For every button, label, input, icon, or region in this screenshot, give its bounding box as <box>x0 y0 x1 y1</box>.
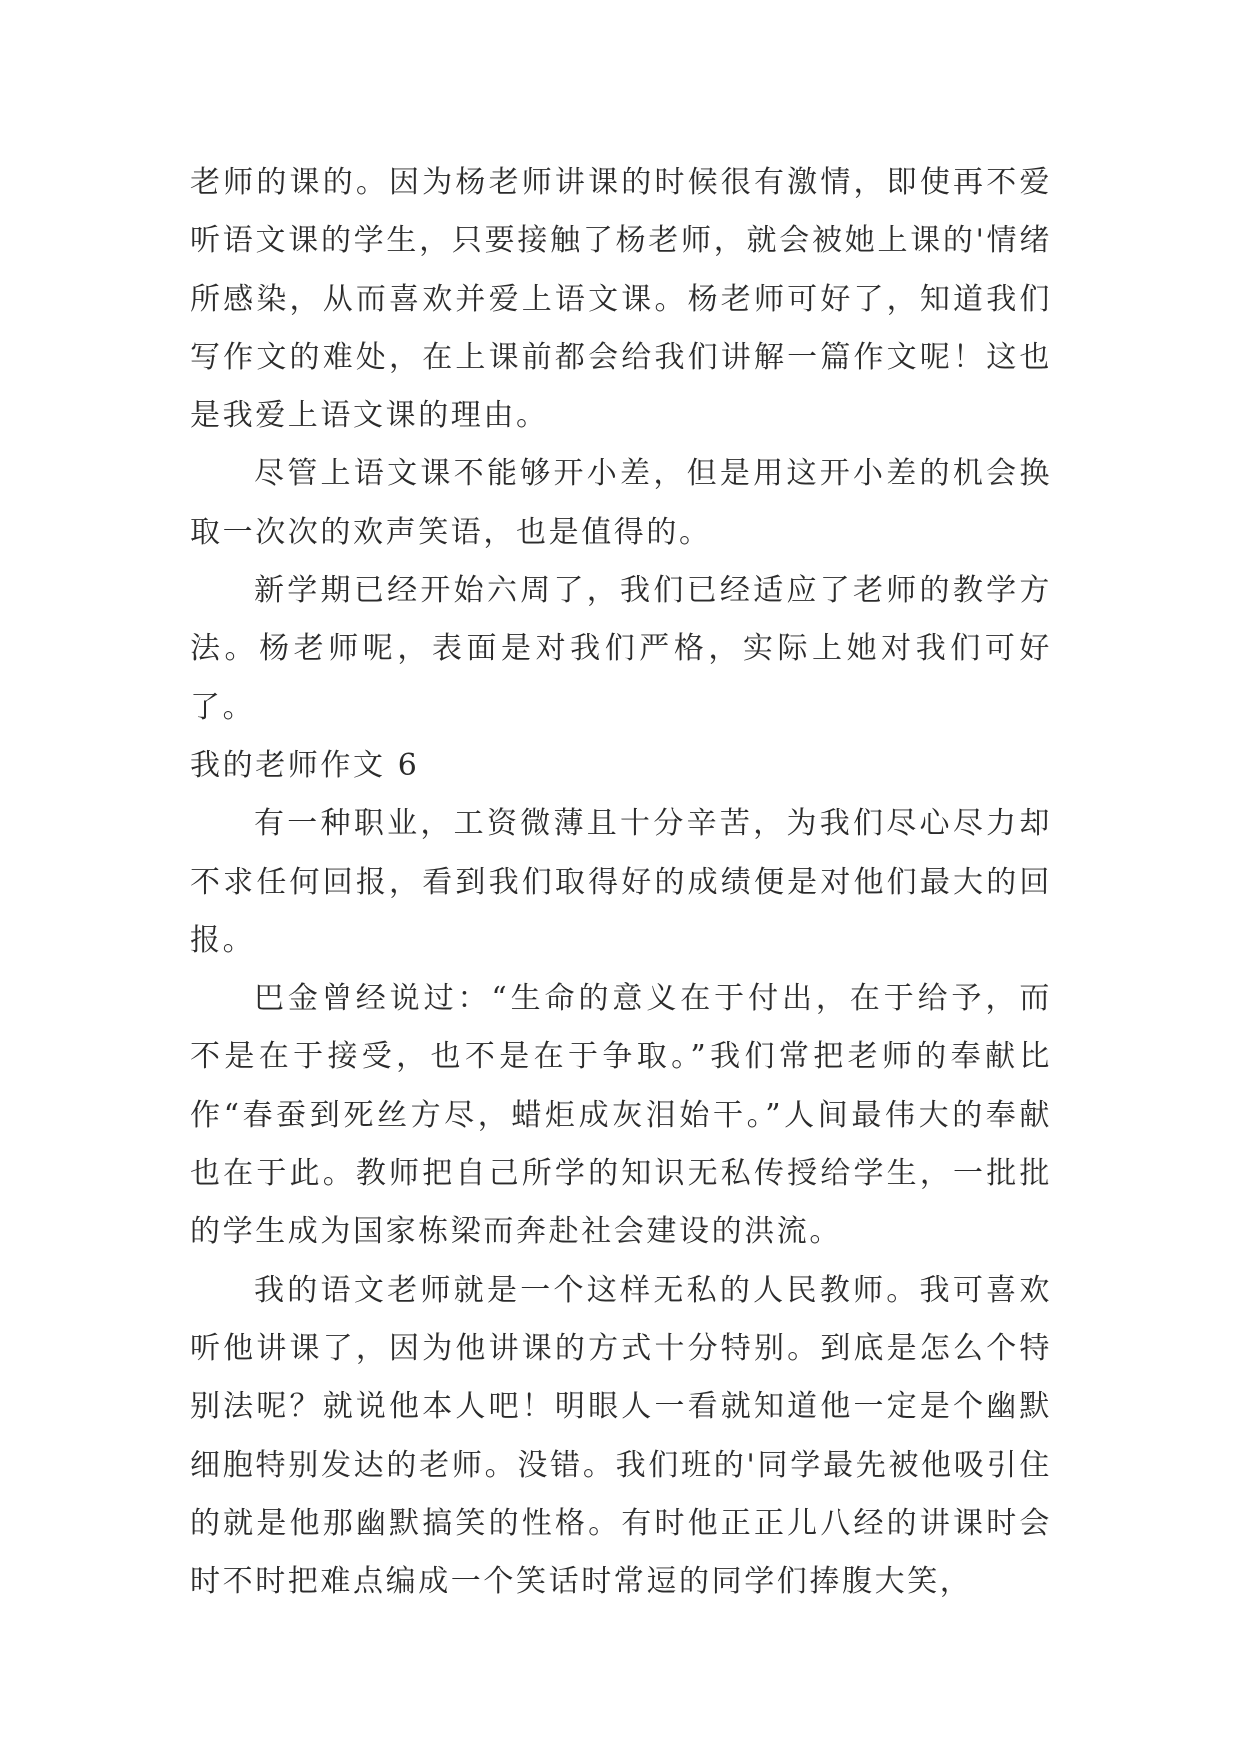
paragraph: 尽管上语文课不能够开小差，但是用这开小差的机会换取一次次的欢声笑语，也是值得的。 <box>190 456 1052 550</box>
document-body <box>190 154 1052 1611</box>
paragraph: 巴金曾经说过：“生命的意义在于付出，在于给予，而不是在于接受，也不是在于争取。”我们常把老师的奉献比作“春蚕到死丝方尽，蜡炬成灰泪始干。”人间最伟大的奉献也在于此。教师把自己所学的知识无私传授给学生，一批批的学生成为国家栋梁而奔赴社会建设的洪流。 <box>190 981 1052 1250</box>
section-heading: 我的老师作文 6 <box>190 747 420 783</box>
paragraph: 我的语文老师就是一个这样无私的人民教师。我可喜欢听他讲课了，因为他讲课的方式十分特别。到底是怎么个特别法呢？就说他本人吧！明眼人一看就知道他一定是个幽默细胞特别发达的老师。没错。我们班的'同学最先被他吸引住的就是他那幽默搞笑的性格。有时他正正儿八经的讲课时会时不时把难点编成一个笑话时常逗的同学们捧腹大笑， <box>190 1272 1052 1600</box>
paragraph: 新学期已经开始六周了，我们已经适应了老师的教学方法。杨老师呢，表面是对我们严格，实际上她对我们可好了。 <box>190 573 1052 725</box>
paragraph: 有一种职业，工资微薄且十分辛苦，为我们尽心尽力却不求任何回报，看到我们取得好的成绩便是对他们最大的回报。 <box>190 806 1052 958</box>
paragraph-continued: 老师的课的。因为杨老师讲课的时候很有激情，即使再不爱听语文课的学生，只要接触了杨老师，就会被她上课的'情绪所感染，从而喜欢并爱上语文课。杨老师可好了，知道我们写作文的难处，在上课前都会给我们讲解一篇作文呢！这也是我爱上语文课的理由。 <box>190 165 1052 434</box>
